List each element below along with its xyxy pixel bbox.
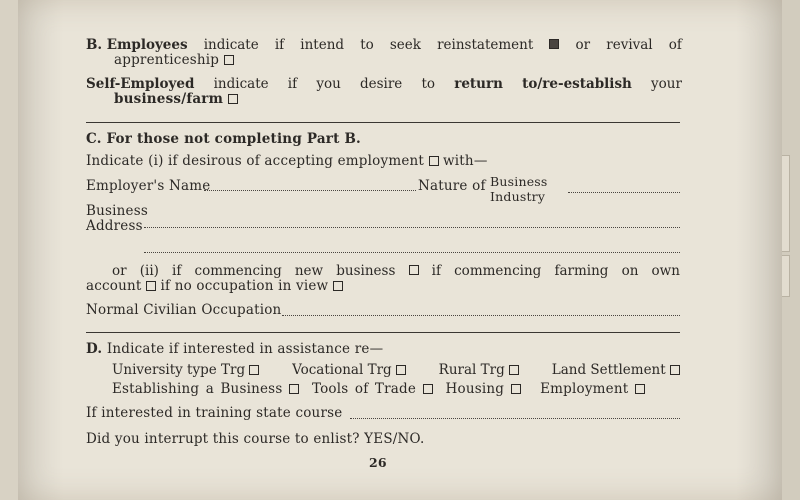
interrupt-course-text: Did you interrupt this course to enlist? YES/NO. [86,431,425,447]
employment-assist-checkbox[interactable] [635,384,645,394]
business-farm-text: business/farm [114,91,224,107]
section-d-heading-line [86,341,383,357]
word: indicate [213,76,269,92]
with-text: with— [443,153,488,169]
section-d-letter: D. [86,341,103,357]
apprenticeship-checkbox[interactable] [224,55,234,65]
word: business [336,263,396,279]
business-address-label [86,204,148,234]
page-number: 26 [369,455,387,470]
word: you [316,76,341,92]
option-label: Rural Trg [438,362,505,378]
option-university [112,362,259,378]
nature-field[interactable] [568,192,680,193]
new-business-checkbox[interactable] [409,265,419,275]
option-rural [439,362,519,378]
option-label: Tools of Trade [311,381,417,397]
word: reinstatement [437,37,534,53]
option-label: Land Settlement [551,362,666,378]
word: indicate [203,37,259,53]
business-farm-line [114,91,238,107]
business-address-field-2[interactable] [144,252,680,253]
section-b-line1 [86,37,682,53]
word: if [274,37,285,53]
word: if [172,263,182,279]
business-option: Business [490,174,548,189]
business-farm-checkbox[interactable] [228,94,238,104]
option-land-settlement [552,362,680,378]
word: seek [389,37,421,53]
word: if [431,263,441,279]
word: commencing [194,263,282,279]
word: (ii) [139,263,159,279]
business-industry-label [490,174,548,204]
divider-b-c [86,122,680,123]
training-course-field[interactable] [350,418,680,419]
business-address-word2: Address [86,218,143,234]
business-address-field-1[interactable] [144,227,680,228]
self-employed-label: Self-Employed [86,76,195,92]
employers-name-label: Employer's Name [86,178,211,194]
word: of [668,37,682,53]
word: or [575,37,591,53]
word: or [112,263,127,279]
apprenticeship-line [114,52,234,68]
assistance-row-2 [112,381,645,397]
word: commencing [454,263,542,279]
tools-of-trade-checkbox[interactable] [423,384,433,394]
word: if [287,76,298,92]
self-employed-line [86,76,682,92]
page-left-edge [0,0,20,500]
option-vocational [292,362,406,378]
employees-label: B. Employees [86,37,188,53]
employers-name-field[interactable] [204,190,416,191]
apprenticeship-text: apprenticeship [114,52,220,68]
word: revival [606,37,653,53]
word: on [621,263,639,279]
account-text: account [86,278,142,294]
farming-checkbox[interactable] [146,281,156,291]
land-settlement-checkbox[interactable] [670,365,680,375]
rural-checkbox[interactable] [509,365,519,375]
return-label: return [454,76,503,92]
commencing-line [112,263,680,279]
indicate-employment-text: Indicate (i) if desirous of accepting employment [86,153,425,169]
reinstatement-checkbox[interactable] [549,39,559,49]
option-label: Vocational Trg [292,362,392,378]
your-text: your [651,76,682,92]
no-occupation-checkbox[interactable] [333,281,343,291]
indicate-employment-line [86,153,488,169]
training-course-label: If interested in training state course [86,405,343,421]
divider-c-d [86,332,680,333]
normal-civilian-field[interactable] [282,315,680,316]
word: to [360,37,374,53]
no-occupation-text: if no occupation in view [160,278,329,294]
option-label: University type Trg [112,362,246,378]
document-page [18,0,782,500]
option-label: Employment [540,381,629,397]
establishing-business-checkbox[interactable] [289,384,299,394]
housing-checkbox[interactable] [511,384,521,394]
option-label: Housing [445,381,505,397]
account-line [86,278,343,294]
word: to [421,76,436,92]
option-label: Establishing a Business [112,381,283,397]
university-checkbox[interactable] [249,365,259,375]
word: desire [359,76,403,92]
reestablish-label: to/re-establish [522,76,632,92]
industry-option: Industry [490,189,546,204]
nature-of-label: Nature of [418,178,486,194]
normal-civilian-label: Normal Civilian Occupation [86,302,282,318]
assistance-row-1 [112,362,680,378]
section-c-heading: C. For those not completing Part B. [86,131,361,147]
employment-checkbox[interactable] [429,156,439,166]
word: intend [300,37,345,53]
word: own [651,263,680,279]
word: new [294,263,324,279]
vocational-checkbox[interactable] [396,365,406,375]
word: farming [554,263,609,279]
business-address-word1: Business [86,203,149,219]
section-d-heading: Indicate if interested in assistance re— [106,341,384,357]
